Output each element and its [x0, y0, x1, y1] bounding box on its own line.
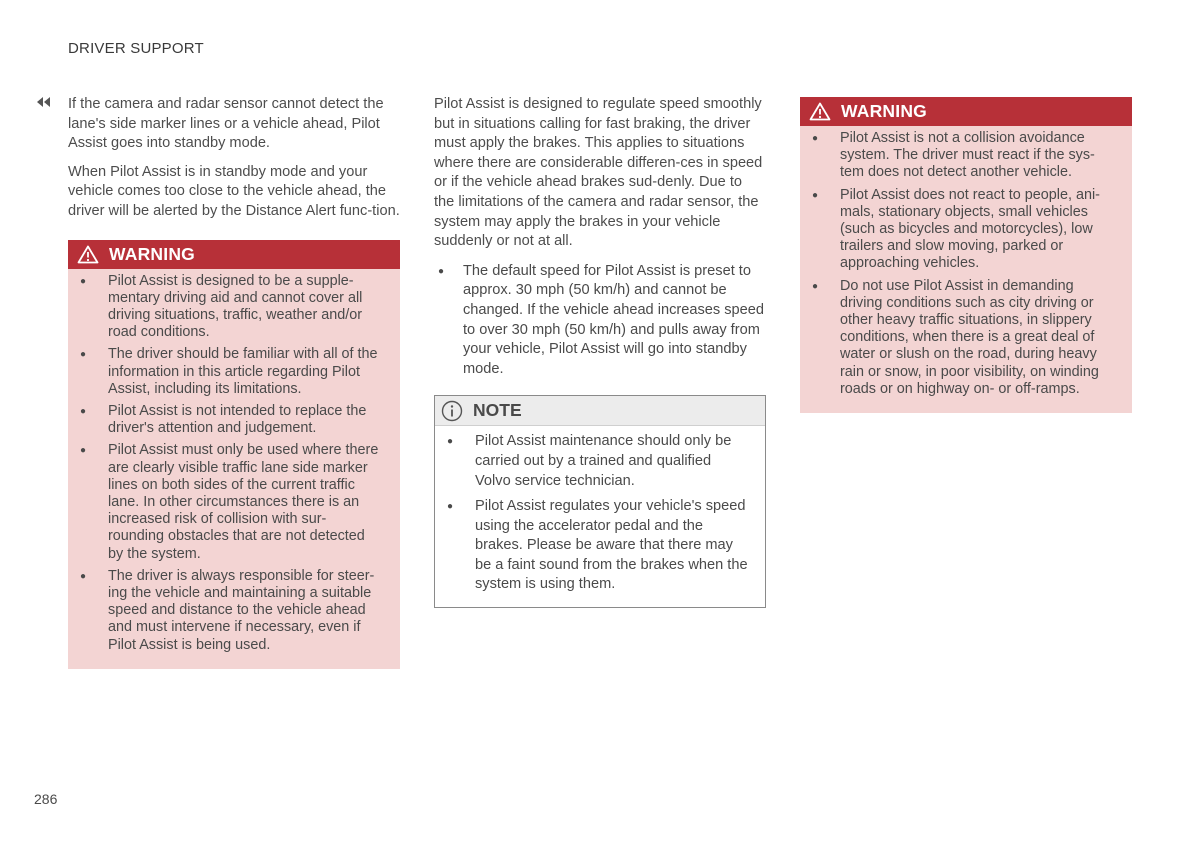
list-item-text: Pilot Assist maintenance should only be carried out by a trained and qualified Volvo service technician.	[475, 433, 732, 489]
list-item	[812, 278, 1114, 398]
list-item	[434, 262, 766, 380]
bullet-icon: ●	[80, 349, 87, 361]
bullet-icon: ●	[80, 445, 87, 457]
list-item	[80, 442, 382, 562]
list-item-text: Pilot Assist is designed to be a supple-mentary driving aid and cannot cover all driving situations, traffic, weather and/or road conditions.	[108, 272, 363, 341]
paragraph: Pilot Assist is designed to regulate speed smoothly but in situations calling for fast braking, the driver must apply the brakes. This applies to situations where there are considerable differen-ces in speed or if the vehicle ahead brakes sud-denly. Due to the limitations of the camera and radar sensor, the system may apply the brakes in your vehicle suddenly or not at all.	[434, 96, 763, 250]
warning-triangle-icon	[809, 102, 831, 121]
list-item	[812, 187, 1114, 273]
warning-list	[800, 126, 1132, 407]
bullet-icon: ●	[80, 570, 87, 582]
note-title: NOTE	[473, 400, 522, 421]
bullet-icon: ●	[447, 501, 454, 513]
column-3	[800, 97, 1132, 413]
warning-header	[68, 240, 400, 269]
list-item	[80, 403, 382, 437]
bullet-icon: ●	[812, 280, 819, 292]
bullet-icon: ●	[80, 405, 87, 417]
list-item-text: The driver is always responsible for steer-ing the vehicle and maintaining a suitable speed and distance to the vehicle ahead and must intervene if necessary, even if Pilot Assist is being used.	[108, 567, 375, 653]
info-circle-icon	[441, 400, 463, 422]
previous-page-arrows-icon	[36, 97, 52, 110]
list-item	[447, 497, 749, 595]
list-item-text: The default speed for Pilot Assist is preset to approx. 30 mph (50 km/h) and cannot be changed. If the vehicle ahead increases speed to over 30 mph (50 km/h) and pulls away from your vehicle, Pilot Assist will go into standby mode.	[463, 262, 765, 377]
list-item	[80, 568, 382, 654]
list-item-text: Pilot Assist must only be used where there are clearly visible traffic lane side marker lines on both sides of the current traffic lane. In other circumstances there is an increased risk of collision with sur-rounding obstacles that are not detected by the system.	[108, 442, 379, 562]
list-item-text: The driver should be familiar with all of the information in this article regarding Pilot Assist, including its limitations.	[108, 346, 378, 397]
warning-title: WARNING	[841, 101, 927, 121]
list-item-text: Pilot Assist is not a collision avoidance system. The driver must react if the sys-tem does not detect another vehicle.	[840, 130, 1095, 181]
list-item-text: Pilot Assist regulates your vehicle's speed using the accelerator pedal and the brakes. Please be aware that there may be a faint sound from the brakes when the system is using them.	[475, 498, 748, 593]
list-item-text: Do not use Pilot Assist in demanding driving conditions such as city driving or other heavy traffic situations, in slippery conditions, when there is a great deal of water or slush on the road, during heavy rain or snow, in poor visibility, on winding roads or on highway on- or off-ramps.	[840, 277, 1099, 397]
section-title: DRIVER SUPPORT	[68, 40, 204, 57]
warning-title: WARNING	[109, 243, 195, 264]
column-1	[68, 95, 400, 669]
list-item	[80, 346, 382, 398]
note-box	[434, 395, 766, 608]
list-item-text: Pilot Assist is not intended to replace the driver's attention and judgement.	[108, 402, 367, 437]
note-header	[435, 396, 765, 426]
warning-box	[68, 240, 400, 669]
list-item	[812, 130, 1114, 182]
note-list	[435, 426, 765, 607]
list-item	[80, 273, 382, 342]
bullet-list	[434, 262, 766, 380]
bullet-icon: ●	[80, 275, 87, 287]
warning-box	[800, 97, 1132, 413]
paragraph: When Pilot Assist is in standby mode and your vehicle comes too close to the vehicle ahead, the driver will be alerted by the Distance Alert func-tion.	[68, 163, 400, 219]
warning-header	[800, 97, 1132, 126]
page-number: 286	[34, 791, 58, 807]
warning-list	[68, 269, 400, 663]
bullet-icon: ●	[447, 436, 454, 448]
bullet-icon: ●	[812, 189, 819, 201]
list-item	[447, 432, 749, 491]
list-item-text: Pilot Assist does not react to people, ani-mals, stationary objects, small vehicles (such as bicycles and motorcycles), low trailers and slow moving, parked or approaching vehicles.	[840, 186, 1100, 272]
paragraph: If the camera and radar sensor cannot detect the lane's side marker lines or a vehicle ahead, Pilot Assist goes into standby mode.	[68, 96, 384, 152]
bullet-icon: ●	[812, 133, 819, 144]
warning-triangle-icon	[77, 245, 99, 264]
bullet-icon: ●	[438, 265, 445, 277]
column-2	[434, 95, 766, 608]
